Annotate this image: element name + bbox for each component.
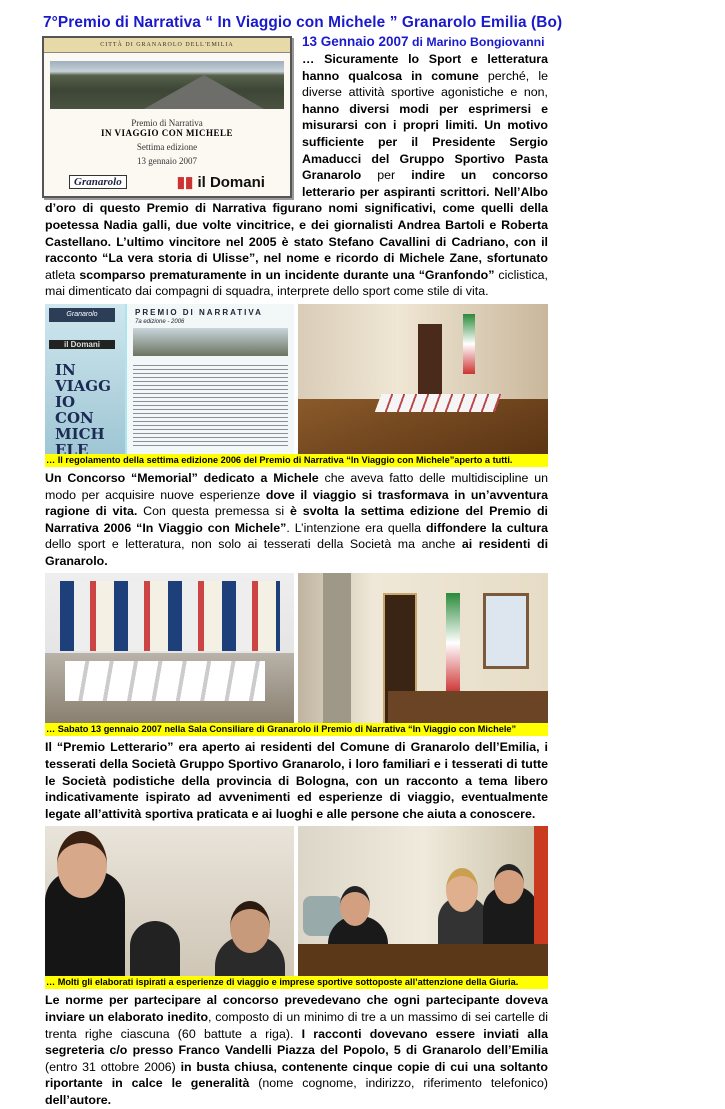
flyer-photo: Granarolo il Domani IN VIAGGIO CON MICHELE PREMIO DI NARRATIVA 7a edizione - 2006: [45, 304, 294, 454]
poster-line: Premio di Narrativa: [131, 118, 203, 128]
photo-row-2: [45, 573, 548, 723]
photo-row-1: [45, 304, 548, 454]
books-photo: [45, 573, 294, 723]
bold-text: è svolta la settima edizione del Premio di Narrativa 2006 “In Viaggio con Michele”: [45, 504, 548, 535]
paragraph-4: [45, 992, 548, 1108]
text: , composto di un minimo di tre a un massimo di sei cartelle di trenta righe ciascuna (60 battute a riga).: [45, 1010, 548, 1041]
caption-2: … Sabato 13 gennaio 2007 nella Sala Consiliare di Granarolo il Premio di Narrativa “In Viaggio con Michele”: [45, 723, 548, 736]
bold-text: dove il viaggio si trasformava in un’avventura ragione di vita.: [45, 487, 548, 519]
bold-text: Un Concorso “Memorial” dedicato a Michele: [45, 470, 319, 485]
bold-text: I racconti dovevano essere inviati alla segreteria c/o presso Franco Vandelli Piazza del Popolo, 5 di Granarolo dell’Emilia: [45, 1026, 548, 1058]
paragraph-3: [45, 739, 548, 822]
bold-text: … Sicuramente lo Sport e letteratura hanno qualcosa in comune: [302, 52, 548, 83]
text: . L’intenzione era quella: [286, 520, 426, 535]
speakers-photo: [45, 826, 294, 976]
text: ciclistica, mai dimenticato dai compagni di squadra, interprete dello sport come stile di vita.: [45, 267, 548, 299]
text: (entro 31 ottobre 2006): [45, 1059, 181, 1074]
text: (nome cognome, indirizzo, riferimento telefonico): [249, 1076, 548, 1091]
council-room-photo: [298, 573, 548, 723]
poster-line: IN VIAGGIO CON MICHELE: [100, 128, 234, 138]
jury-photo: [298, 826, 548, 976]
flyer-title: PREMIO DI NARRATIVA: [135, 307, 263, 317]
text: atleta: [45, 267, 80, 282]
bold-text: hanno diversi modi per esprimersi e misurarsi con i propri limiti. Un motivo sufficiente per il Presidente Sergio Amaducci del Gruppo Sportivo Pasta Granarolo: [302, 101, 548, 183]
article: [43, 14, 563, 1109]
caption-3: … Molti gli elaborati ispirati a esperienze di viaggio e imprese sportive sottoposte all’attenzione della Giuria.: [45, 976, 548, 989]
poster-image: [42, 36, 292, 198]
flyer-spine: IN VIAGGIO CON MICHELE: [55, 360, 111, 454]
poster-header: CITTÀ DI GRANAROLO DELL'EMILIA: [44, 38, 290, 53]
bold-text: indire un concorso letterario per aspiranti scrittori. Nell’Albo d’oro di questo Premio di Narrativa figurano nomi significativi, come quelli della poetessa Nadia galli, due volte vincitrice, e dei giornalisti Andrea Bartoli e Roberta Castellano. L’ultimo vincitore nel 2005 è stato Stefano Cavallini di Cadriano, con il racconto “La vera storia di Ulisse”, nel nome e ricordo di Michele Zane, sfortunato: [45, 168, 549, 266]
text: dello sport e letteratura, non solo ai tesserati della Società ma anche: [45, 537, 462, 552]
article-title: 7°Premio di Narrativa “ In Viaggio con Michele ” Granarolo Emilia (Bo): [43, 14, 563, 31]
caption-1: … Il regolamento della settima edizione 2006 del Premio di Narrativa “In Viaggio con Michele”aperto a tutti.: [45, 454, 548, 467]
il-domani-logo: ▮▮ il Domani: [176, 174, 265, 191]
text: che aveva fatto delle multidiscipline un modo per acquisire nuove esperienze: [45, 470, 548, 502]
road-photo: [50, 61, 284, 109]
article-byline: 13 Gennaio 2007 di Marino Bongiovanni: [302, 34, 545, 49]
bold-text: scomparso prematuramente in un incidente durante una “Granfondo”: [79, 267, 495, 282]
text: per: [361, 168, 412, 183]
bold-text: diffondere la cultura: [425, 520, 549, 535]
bold-text: in busta chiusa, contenente cinque copie di cui una soltanto riportante in calce le generalità: [45, 1059, 548, 1091]
text: Con questa premessa si: [137, 504, 290, 519]
paragraph-2: [45, 470, 548, 570]
bold-text: Il “Premio Letterario” era aperto ai residenti del Comune di Granarolo dell’Emilia, i tesserati della Società Gruppo Sportivo Granarolo, i loro familiari e i tesserati di tutte le Società podistiche della provincia di Bologna, con un racconto a tema libero indicativamente ispirato ad avvenimenti ed esperienze di viaggio, eventualmente legate all’attività sportiva praticata e ai luoghi e alle persone che aiuta a conoscere.: [45, 740, 548, 821]
bold-text: Le norme per partecipare al concorso prevedevano che ogni partecipante doveva inviare un elaborato inedito: [45, 993, 548, 1025]
text: perché, le diverse attività sportive agonistiche e non,: [302, 68, 549, 100]
bold-text: dell’autore.: [45, 1093, 112, 1107]
poster-line: 13 gennaio 2007: [137, 156, 197, 166]
poster-line: Settima edizione: [136, 142, 198, 152]
council-hall-photo: [298, 304, 548, 454]
flyer-logo: il Domani: [49, 340, 115, 349]
photo-row-3: [45, 826, 548, 976]
bold-text: ai residenti di Granarolo.: [45, 537, 549, 568]
flyer-edition: 7a edizione - 2006: [135, 318, 185, 325]
granarolo-logo: Granarolo: [69, 175, 127, 189]
